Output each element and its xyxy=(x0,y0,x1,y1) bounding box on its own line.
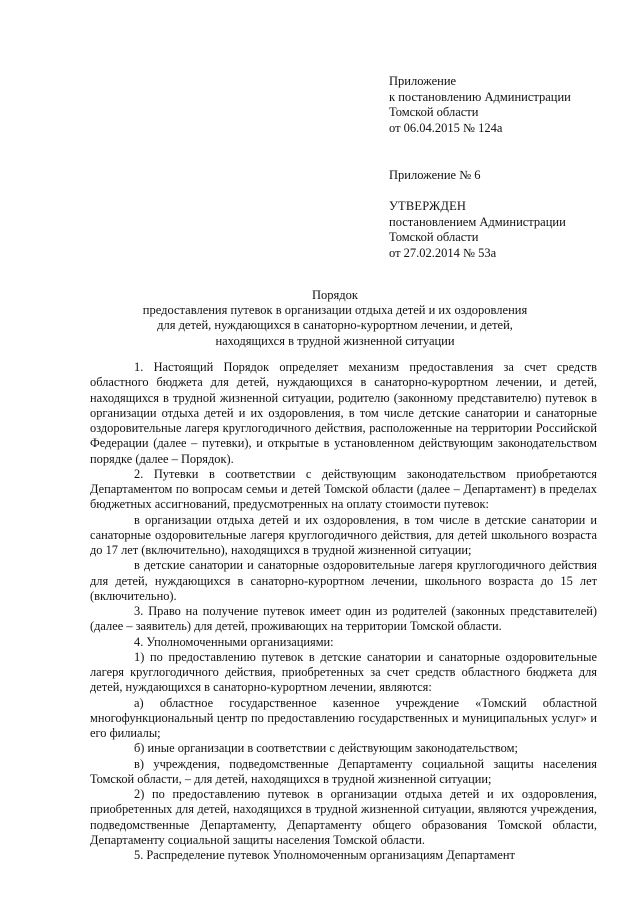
paragraph-3: 3. Право на получение путевок имеет один из родителей (законных представителей) (далее – заявитель) для детей, проживающих на территории Томской области. xyxy=(90,604,597,634)
paragraph-2-item-1: в организации отдыха детей и их оздоровления, в том числе в детские санатории и санаторные оздоровительные лагеря круглогодичного действия, для детей школьного возраста до 17 лет (включительно), находящихся в трудной жизненной ситуации; xyxy=(90,512,597,557)
approval-line-3: от 27.02.2014 № 53а xyxy=(389,245,497,260)
paragraph-5: 5. Распределение путевок Уполномоченным организациям Департамент xyxy=(134,848,515,862)
title-line-1: Порядок xyxy=(312,288,358,302)
paragraph-4-item-1b: б) иные организации в соответствии с действующим законодательством; xyxy=(134,741,518,756)
appendix-number: Приложение № 6 xyxy=(389,168,481,182)
document-body xyxy=(90,360,597,863)
paragraph-4-item-1a: а) областное государственное казенное учреждение «Томский областной многофункциональный центр по предоставлению государственных и муниципальных услуг» и его филиалы; xyxy=(90,695,597,740)
approval-line-2: Томской области xyxy=(389,230,479,244)
paragraph-2: 2. Путевки в соответствии с действующим законодательством приобретаются Департаментом по вопросам семьи и детей Томской области (далее – Департамент) в пределах бюджетных ассигнований, предусмотренных на оплату стоимости путевок: xyxy=(90,466,597,512)
appendix-line-1: Приложение xyxy=(389,74,457,88)
approval-line-1: постановлением Администрации xyxy=(389,214,566,229)
paragraph-4-item-1: 1) по предоставлению путевок в детские санатории и санаторные оздоровительные лагеря круглогодичного действия, приобретенных за счет средств областного бюджета для детей, нуждающихся в санаторно-курортном лечении, являются: xyxy=(90,649,597,695)
approval-block xyxy=(389,199,629,261)
title-line-3: для детей, нуждающихся в санаторно-курортном лечении, и детей, xyxy=(157,318,513,333)
title-line-4: находящихся в трудной жизненной ситуации xyxy=(215,333,455,348)
paragraph-2-item-2: в детские санатории и санаторные оздоровительные лагеря круглогодичного действия для детей, нуждающихся в санаторно-курортном лечении, школьного возраста до 15 лет (включительно). xyxy=(90,558,597,603)
paragraph-4-item-1c: в) учреждения, подведомственные Департаменту социальной защиты населения Томской области, – для детей, находящихся в трудной жизненной ситуации; xyxy=(90,756,597,786)
paragraph-1: 1. Настоящий Порядок определяет механизм предоставления за счет средств областного бюджета для детей, нуждающихся в санаторно-курортном лечении, и детей, находящихся в трудной жизненной ситуации, родителю (законному представителю) путевок в организации отдыха детей и их оздоровления, в том числе детские санатории и санаторные оздоровительные лагеря круглогодичного действия, расположенные на территории Российской Федерации (далее – путевки), и открытые в установленном действующим законодательством порядке (далее – Порядок). xyxy=(90,360,597,466)
appendix-header xyxy=(389,74,629,136)
paragraph-4: 4. Уполномоченными организациями: xyxy=(134,634,334,649)
appendix-line-3: Томской области xyxy=(389,105,479,119)
approval-heading: УТВЕРЖДЕН xyxy=(389,199,467,213)
document-title xyxy=(90,288,580,349)
paragraph-4-item-2: 2) по предоставлению путевок в организации отдыха детей и их оздоровления, приобретенных для детей, находящихся в трудной жизненной ситуации, являются учреждения, подведомственные Департаменту, Департаменту общего образования Томской области, Департаменту социальной защиты населения Томской области. xyxy=(90,787,597,847)
title-line-2: предоставления путевок в организации отдыха детей и их оздоровления xyxy=(142,303,528,318)
appendix-line-4: от 06.04.2015 № 124а xyxy=(389,120,503,135)
appendix-line-2: к постановлению Администрации xyxy=(389,89,571,104)
